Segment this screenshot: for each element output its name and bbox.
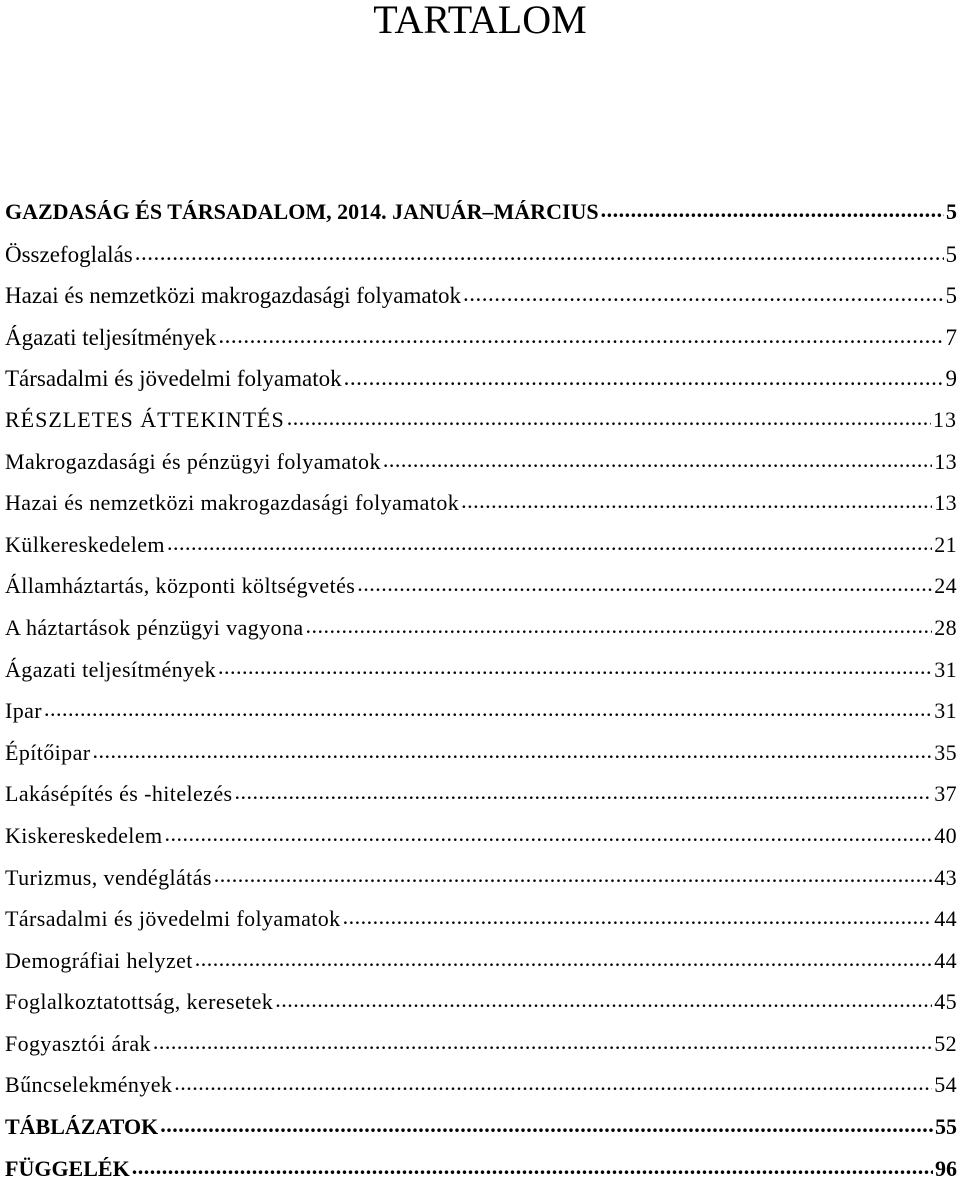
table-of-contents — [5, 197, 957, 1195]
toc-entry[interactable] — [5, 1154, 957, 1195]
dot-leader — [383, 447, 932, 469]
toc-entry[interactable] — [5, 779, 957, 821]
toc-entry-title: Ágazati teljesítmények — [5, 324, 217, 350]
dot-leader — [218, 322, 943, 345]
toc-entry[interactable] — [5, 613, 957, 655]
toc-entry-page-number: 52 — [934, 1030, 957, 1056]
toc-entry-page-number: 21 — [934, 531, 957, 557]
toc-entry-page-number: 24 — [934, 573, 957, 599]
toc-entry-title: Építőipar — [5, 739, 91, 765]
toc-entry-title: Ipar — [5, 698, 43, 724]
toc-entry[interactable] — [5, 821, 957, 863]
dot-leader — [343, 904, 933, 926]
toc-entry-title: GAZDASÁG ÉS TÁRSADALOM, 2014. JANUÁR–MÁRCIUS — [5, 199, 599, 224]
dot-leader — [92, 738, 932, 760]
toc-entry[interactable] — [5, 239, 957, 281]
toc-entry-title: FÜGGELÉK — [5, 1155, 130, 1181]
dot-leader — [344, 363, 944, 386]
toc-entry-title: Turizmus, vendéglátás — [5, 864, 212, 890]
toc-entry[interactable] — [5, 280, 957, 322]
toc-entry-title: Demográfiai helyzet — [5, 947, 193, 973]
toc-entry-title: Hazai és nemzetközi makrogazdasági folyamatok — [5, 283, 461, 309]
dot-leader — [167, 530, 932, 552]
toc-entry[interactable] — [5, 904, 957, 946]
dot-leader — [357, 571, 932, 593]
toc-entry-page-number: 31 — [934, 656, 957, 682]
toc-entry[interactable] — [5, 363, 957, 405]
toc-entry-page-number: 43 — [934, 864, 957, 890]
toc-entry-page-number: 28 — [934, 614, 957, 640]
dot-leader — [214, 863, 932, 885]
toc-entry-title: Lakásépítés és -hitelezés — [5, 781, 233, 807]
toc-entry[interactable] — [5, 1070, 957, 1112]
toc-entry-page-number: 5 — [945, 241, 957, 267]
toc-entry-title: Államháztartás, központi költségvetés — [5, 573, 356, 599]
toc-entry-page-number: 55 — [935, 1114, 957, 1140]
toc-entry-title: Fogyasztói árak — [5, 1030, 151, 1056]
toc-entry-title: Foglalkoztatottság, keresetek — [5, 989, 274, 1015]
toc-entry-page-number: 35 — [934, 739, 957, 765]
dot-leader — [160, 1112, 933, 1134]
toc-entry-title: Kiskereskedelem — [5, 822, 163, 848]
toc-entry[interactable] — [5, 488, 957, 530]
toc-entry-page-number: 45 — [934, 989, 957, 1015]
toc-entry[interactable] — [5, 571, 957, 613]
dot-leader — [461, 488, 932, 510]
toc-entry-page-number: 96 — [935, 1155, 957, 1181]
toc-entry-title: Makrogazdasági és pénzügyi folyamatok — [5, 448, 381, 474]
toc-entry-page-number: 5 — [945, 283, 957, 309]
dot-leader — [132, 1154, 933, 1176]
toc-entry[interactable] — [5, 447, 957, 489]
toc-entry-page-number: 13 — [934, 490, 957, 516]
dot-leader — [165, 821, 933, 843]
dot-leader — [135, 239, 944, 262]
dot-leader — [275, 987, 932, 1009]
page-title: TARTALOM — [373, 0, 587, 42]
toc-entry-page-number: 54 — [934, 1072, 957, 1098]
dot-leader — [195, 946, 932, 968]
dot-leader — [153, 1029, 932, 1051]
toc-entry-title: TÁBLÁZATOK — [5, 1114, 159, 1140]
toc-entry[interactable] — [5, 197, 957, 239]
toc-entry[interactable] — [5, 863, 957, 905]
dot-leader — [463, 280, 944, 303]
toc-entry[interactable] — [5, 738, 957, 780]
toc-entry-title: A háztartások pénzügyi vagyona — [5, 614, 304, 640]
toc-entry-page-number: 31 — [934, 698, 957, 724]
dot-leader — [287, 405, 931, 427]
toc-entry[interactable] — [5, 530, 957, 572]
toc-entry-page-number: 13 — [934, 448, 957, 474]
toc-entry[interactable] — [5, 1112, 957, 1154]
toc-entry[interactable] — [5, 405, 957, 447]
toc-entry-page-number: 37 — [934, 781, 957, 807]
toc-entry-page-number: 44 — [934, 947, 957, 973]
toc-entry-page-number: 5 — [946, 199, 957, 224]
toc-entry-page-number: 13 — [933, 406, 957, 432]
toc-entry-title: Bűncselekmények — [5, 1072, 173, 1098]
toc-entry[interactable] — [5, 655, 957, 697]
dot-leader — [306, 613, 933, 635]
dot-leader — [44, 696, 932, 718]
toc-entry-page-number: 40 — [934, 822, 957, 848]
dot-leader — [218, 655, 932, 677]
dot-leader — [601, 197, 944, 219]
toc-entry-title: Társadalmi és jövedelmi folyamatok — [5, 906, 341, 932]
toc-entry-page-number: 7 — [945, 324, 957, 350]
toc-entry[interactable] — [5, 696, 957, 738]
toc-entry-title: RÉSZLETES ÁTTEKINTÉS — [5, 406, 285, 432]
toc-entry-title: Ágazati teljesítmények — [5, 656, 217, 682]
toc-entry-title: Hazai és nemzetközi makrogazdasági folyamatok — [5, 490, 460, 516]
toc-entry-page-number: 44 — [934, 906, 957, 932]
dot-leader — [234, 779, 932, 801]
toc-entry-title: Külkereskedelem — [5, 531, 165, 557]
toc-entry-page-number: 9 — [945, 366, 957, 392]
dot-leader — [174, 1070, 932, 1092]
toc-entry[interactable] — [5, 946, 957, 988]
toc-entry[interactable] — [5, 987, 957, 1029]
toc-entry[interactable] — [5, 1029, 957, 1071]
toc-entry-title: Összefoglalás — [5, 241, 133, 267]
toc-entry[interactable] — [5, 322, 957, 364]
toc-entry-title: Társadalmi és jövedelmi folyamatok — [5, 366, 342, 392]
